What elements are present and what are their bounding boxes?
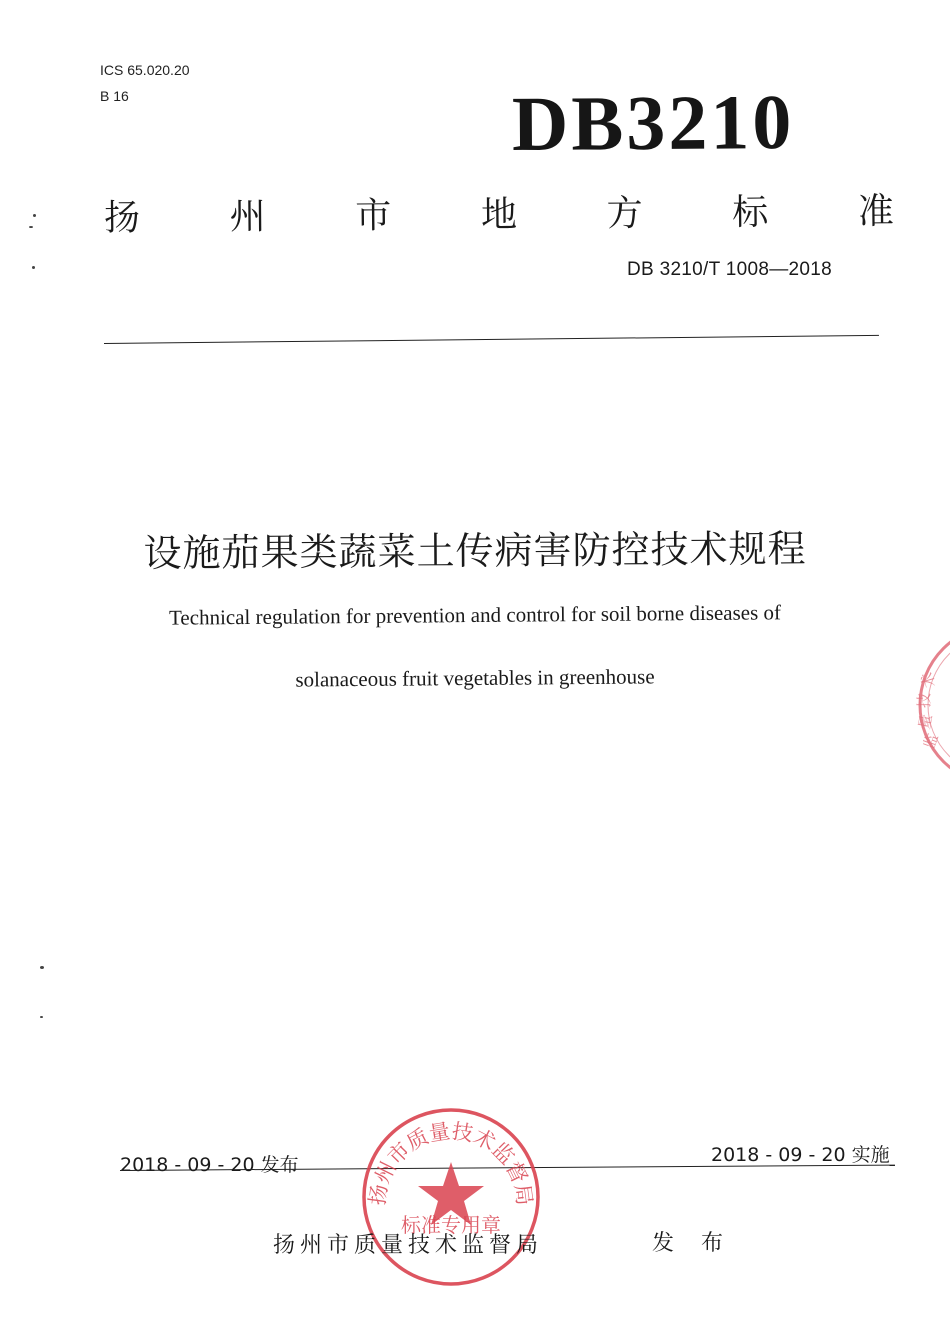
publisher-name: 扬州市质量技术监督局: [273, 1233, 544, 1258]
standard-type-char: 州: [229, 196, 266, 238]
svg-text:技: 技: [915, 692, 933, 708]
title-english-line-2: solanaceous fruit vegetables in greenhouse: [295, 664, 655, 692]
seal-ring-text: 扬州市质量技术监督局: [365, 1118, 537, 1207]
standard-number: DB 3210/T 1008—2018: [627, 259, 832, 280]
side-seal-stamp: [905, 620, 950, 790]
official-seal-stamp: [358, 1104, 544, 1290]
standard-type-char: 标: [732, 192, 769, 234]
standard-type-char: 方: [606, 193, 643, 235]
ccs-code: B 16: [100, 88, 129, 104]
ics-code: ICS 65.020.20: [100, 62, 190, 78]
scan-speck: [29, 226, 33, 228]
issue-date: 2018 - 09 - 20 发布: [120, 1154, 299, 1176]
seal-bottom-text: 标准专用章: [401, 1213, 501, 1237]
title-english-line-1: Technical regulation for prevention and control for soil borne diseases of: [168, 600, 782, 630]
standard-type-char: 地: [480, 194, 518, 236]
title-chinese: 设施茄果类蔬菜土传病害防控技术规程: [143, 526, 807, 576]
standard-type-char: 准: [857, 191, 895, 233]
scan-speck: [32, 266, 35, 269]
publish-label: 发 布: [652, 1231, 733, 1256]
scan-speck: [33, 214, 36, 217]
standard-type: [104, 183, 894, 241]
standard-type-char: 市: [355, 195, 392, 237]
db-code-heading: DB3210: [511, 78, 795, 167]
svg-text:监: 监: [919, 731, 942, 752]
svg-text:量: 量: [915, 712, 936, 731]
svg-text:术: 术: [917, 670, 939, 690]
implementation-date: 2018 - 09 - 20 实施: [711, 1144, 890, 1166]
header-divider: [104, 335, 879, 344]
scan-speck: [40, 1016, 43, 1018]
scan-speck: [40, 966, 44, 969]
standard-type-char: 扬: [103, 197, 141, 239]
